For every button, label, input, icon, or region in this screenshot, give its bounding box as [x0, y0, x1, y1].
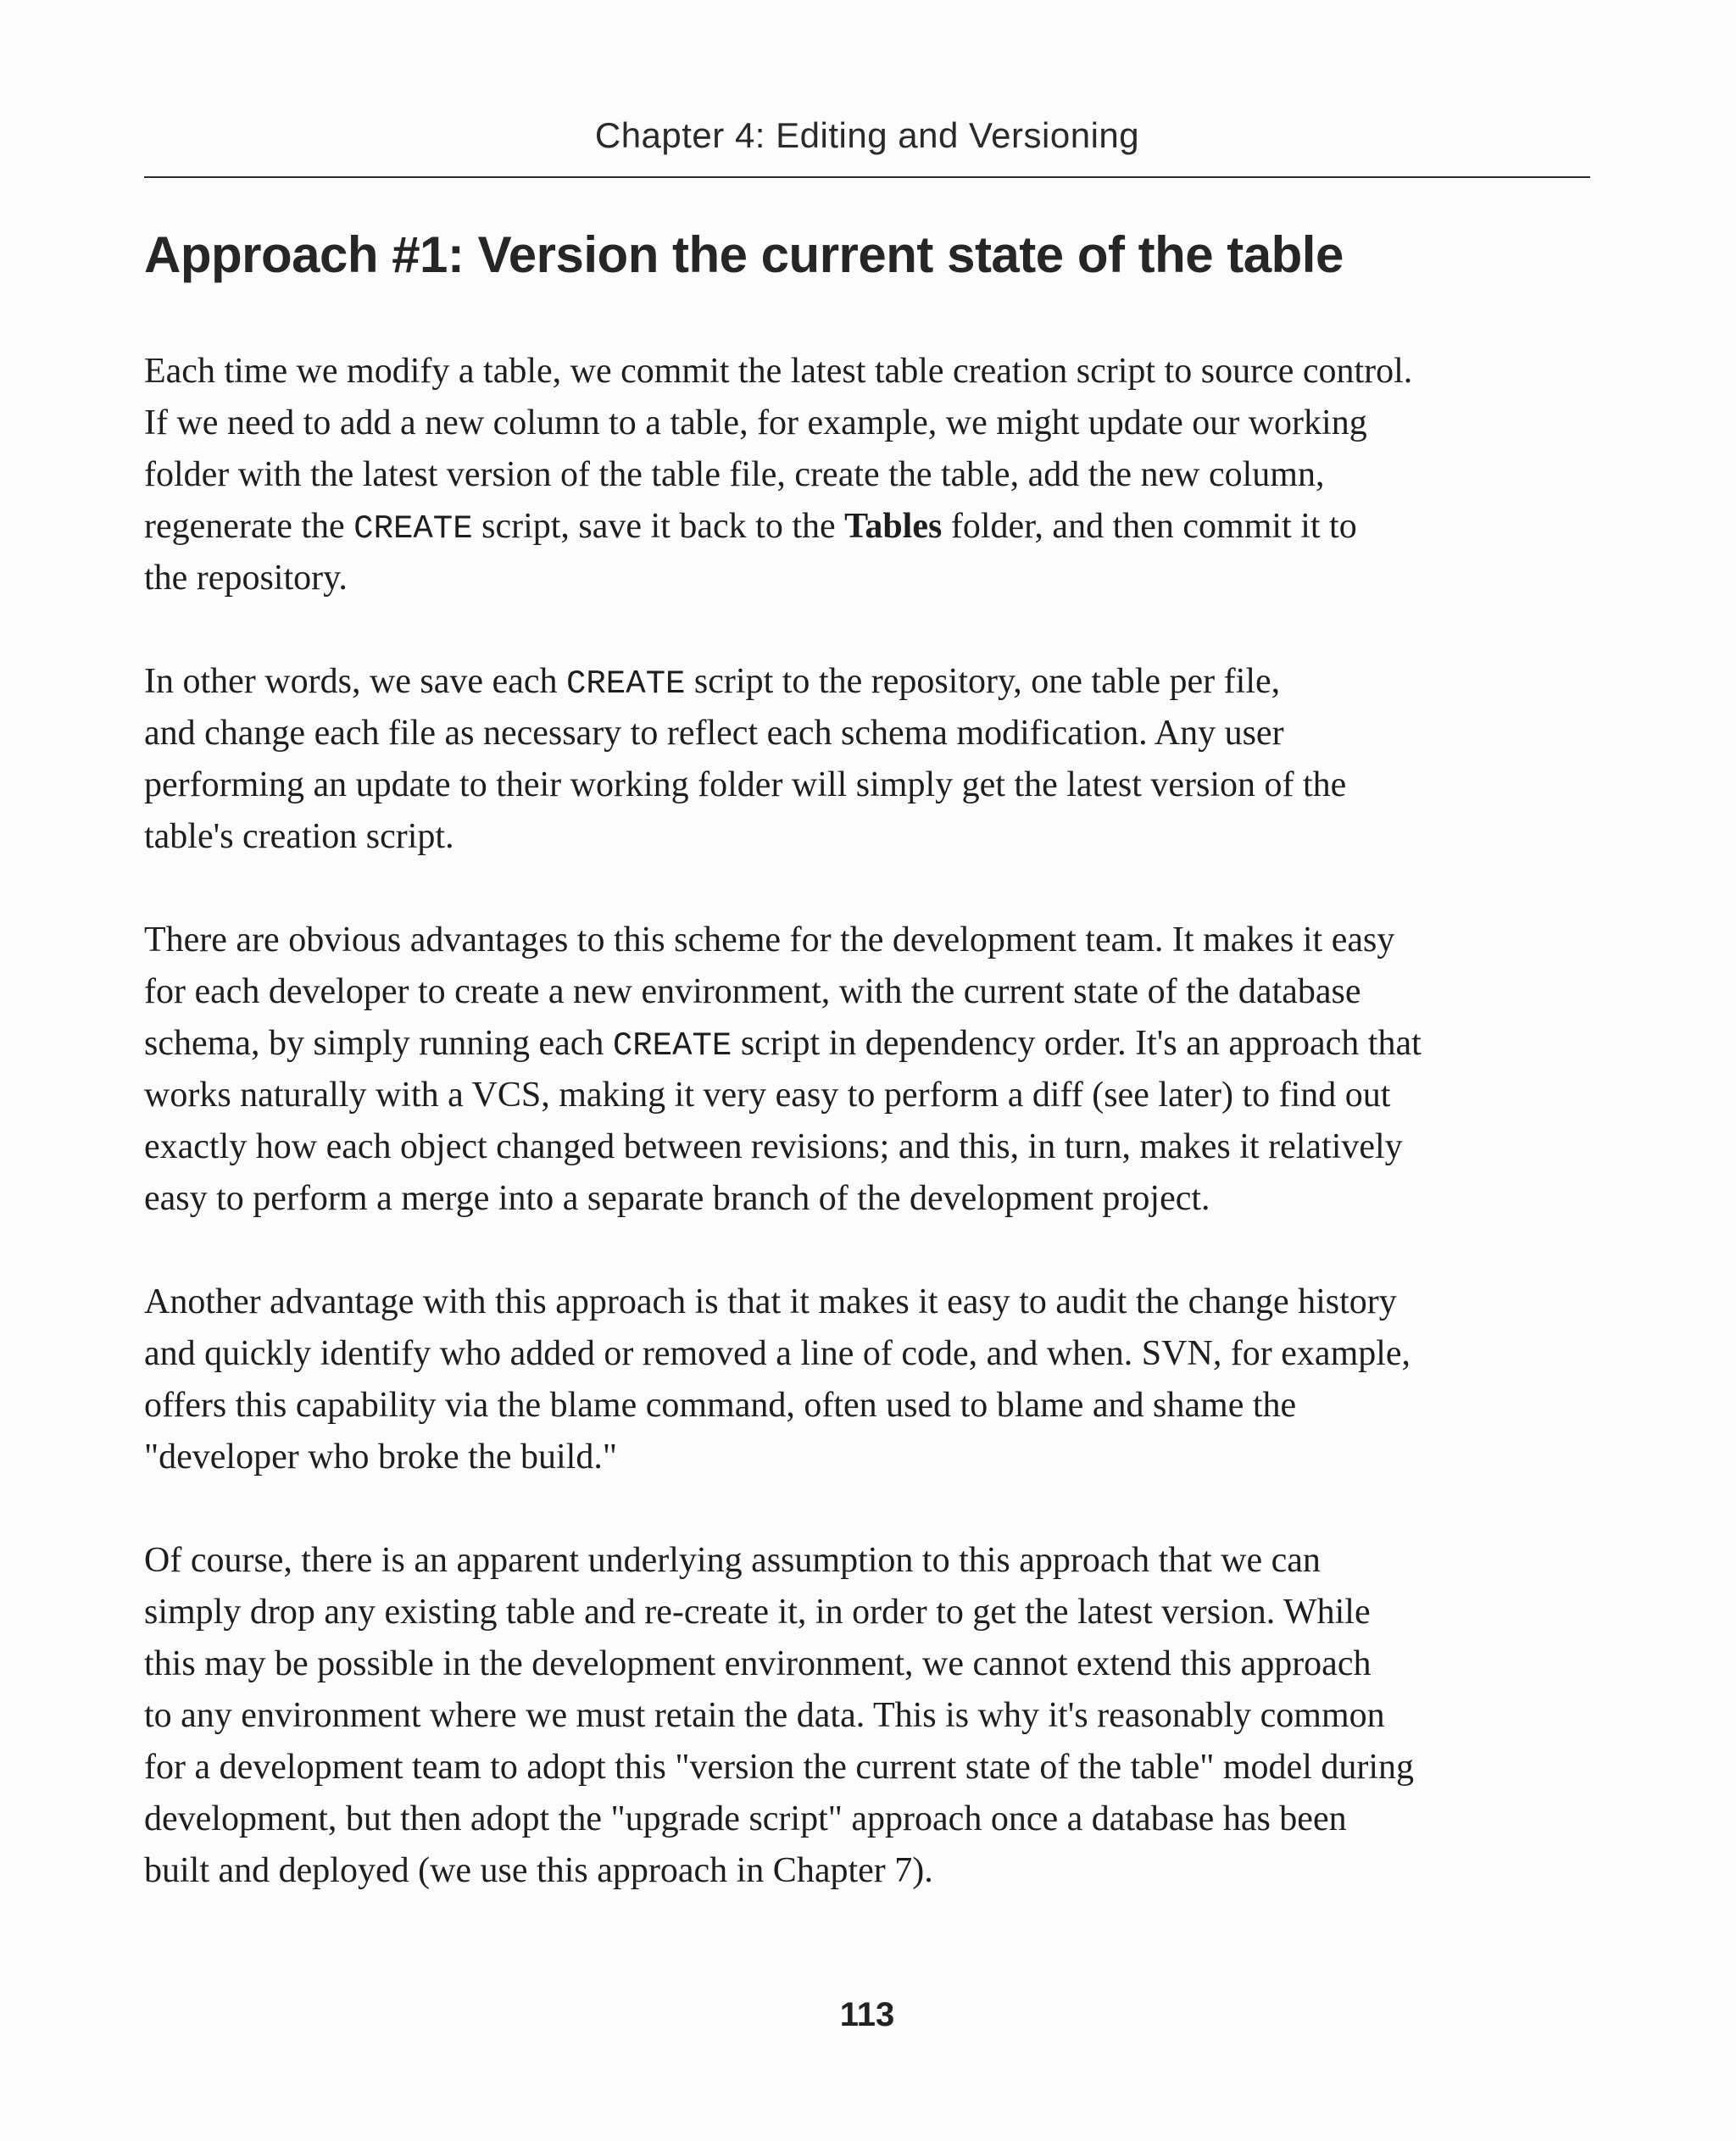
- paragraph: [144, 656, 1590, 863]
- text-line: easy to perform a merge into a separate branch of the development project.: [144, 1179, 1210, 1218]
- page-number: 113: [839, 1996, 895, 2033]
- text-line: Each time we modify a table, we commit the latest table creation script to source control.: [144, 352, 1413, 391]
- text-line: exactly how each object changed between revisions; and this, in turn, makes it relatively: [144, 1127, 1403, 1166]
- text-line: for each developer to create a new environment, with the current state of the database: [144, 972, 1361, 1011]
- paragraph: [144, 1535, 1590, 1897]
- paragraph-gap: [144, 863, 1590, 915]
- header-divider: [144, 176, 1590, 178]
- text-line: and change each file as necessary to reflect each schema modification. Any user: [144, 714, 1284, 753]
- text-line: regenerate the CREATE script, save it back to the Tables folder, and then commit it to: [144, 507, 1357, 548]
- paragraph-gap: [144, 1483, 1590, 1535]
- text-line: table's creation script.: [144, 817, 454, 856]
- text-line: this may be possible in the development environment, we cannot extend this approach: [144, 1644, 1372, 1683]
- inline-code: CREATE: [612, 1027, 732, 1065]
- section-title: Approach #1: Version the current state of the table: [144, 226, 1344, 283]
- text-line: schema, by simply running each CREATE script in dependency order. It's an approach that: [144, 1024, 1422, 1065]
- inline-code: CREATE: [353, 510, 473, 548]
- body-text: [144, 346, 1590, 1897]
- text-line: folder with the latest version of the table file, create the table, add the new column,: [144, 455, 1325, 494]
- text-line: In other words, we save each CREATE script to the repository, one table per file,: [144, 662, 1281, 703]
- text-line: to any environment where we must retain the data. This is why it's reasonably common: [144, 1696, 1385, 1735]
- running-header: Chapter 4: Editing and Versioning: [594, 115, 1140, 155]
- inline-code: CREATE: [565, 665, 686, 703]
- paragraph-gap: [144, 604, 1590, 656]
- text-line: Of course, there is an apparent underlying assumption to this approach that we can: [144, 1541, 1321, 1580]
- text-line: If we need to add a new column to a table, for example, we might update our working: [144, 403, 1367, 442]
- text-line: works naturally with a VCS, making it very easy to perform a diff (see later) to find out: [144, 1076, 1391, 1115]
- text-line: and quickly identify who added or removed a line of code, and when. SVN, for example,: [144, 1334, 1411, 1373]
- text-line: simply drop any existing table and re-create it, in order to get the latest version. While: [144, 1593, 1371, 1632]
- bold-term: Tables: [844, 507, 943, 546]
- text-line: There are obvious advantages to this scheme for the development team. It makes it easy: [144, 920, 1395, 959]
- paragraph: [144, 1276, 1590, 1483]
- paragraph: [144, 346, 1590, 604]
- text-line: Another advantage with this approach is that it makes it easy to audit the change history: [144, 1282, 1397, 1321]
- text-line: the repository.: [144, 559, 348, 598]
- paragraph-gap: [144, 1225, 1590, 1276]
- text-line: development, but then adopt the "upgrade script" approach once a database has been: [144, 1799, 1347, 1838]
- paragraph: [144, 915, 1590, 1225]
- text-line: offers this capability via the blame command, often used to blame and shame the: [144, 1386, 1297, 1425]
- text-line: "developer who broke the build.": [144, 1438, 617, 1476]
- text-line: for a development team to adopt this "version the current state of the table" model during: [144, 1748, 1415, 1787]
- text-line: performing an update to their working folder will simply get the latest version of the: [144, 765, 1347, 804]
- text-line: built and deployed (we use this approach in Chapter 7).: [144, 1851, 933, 1890]
